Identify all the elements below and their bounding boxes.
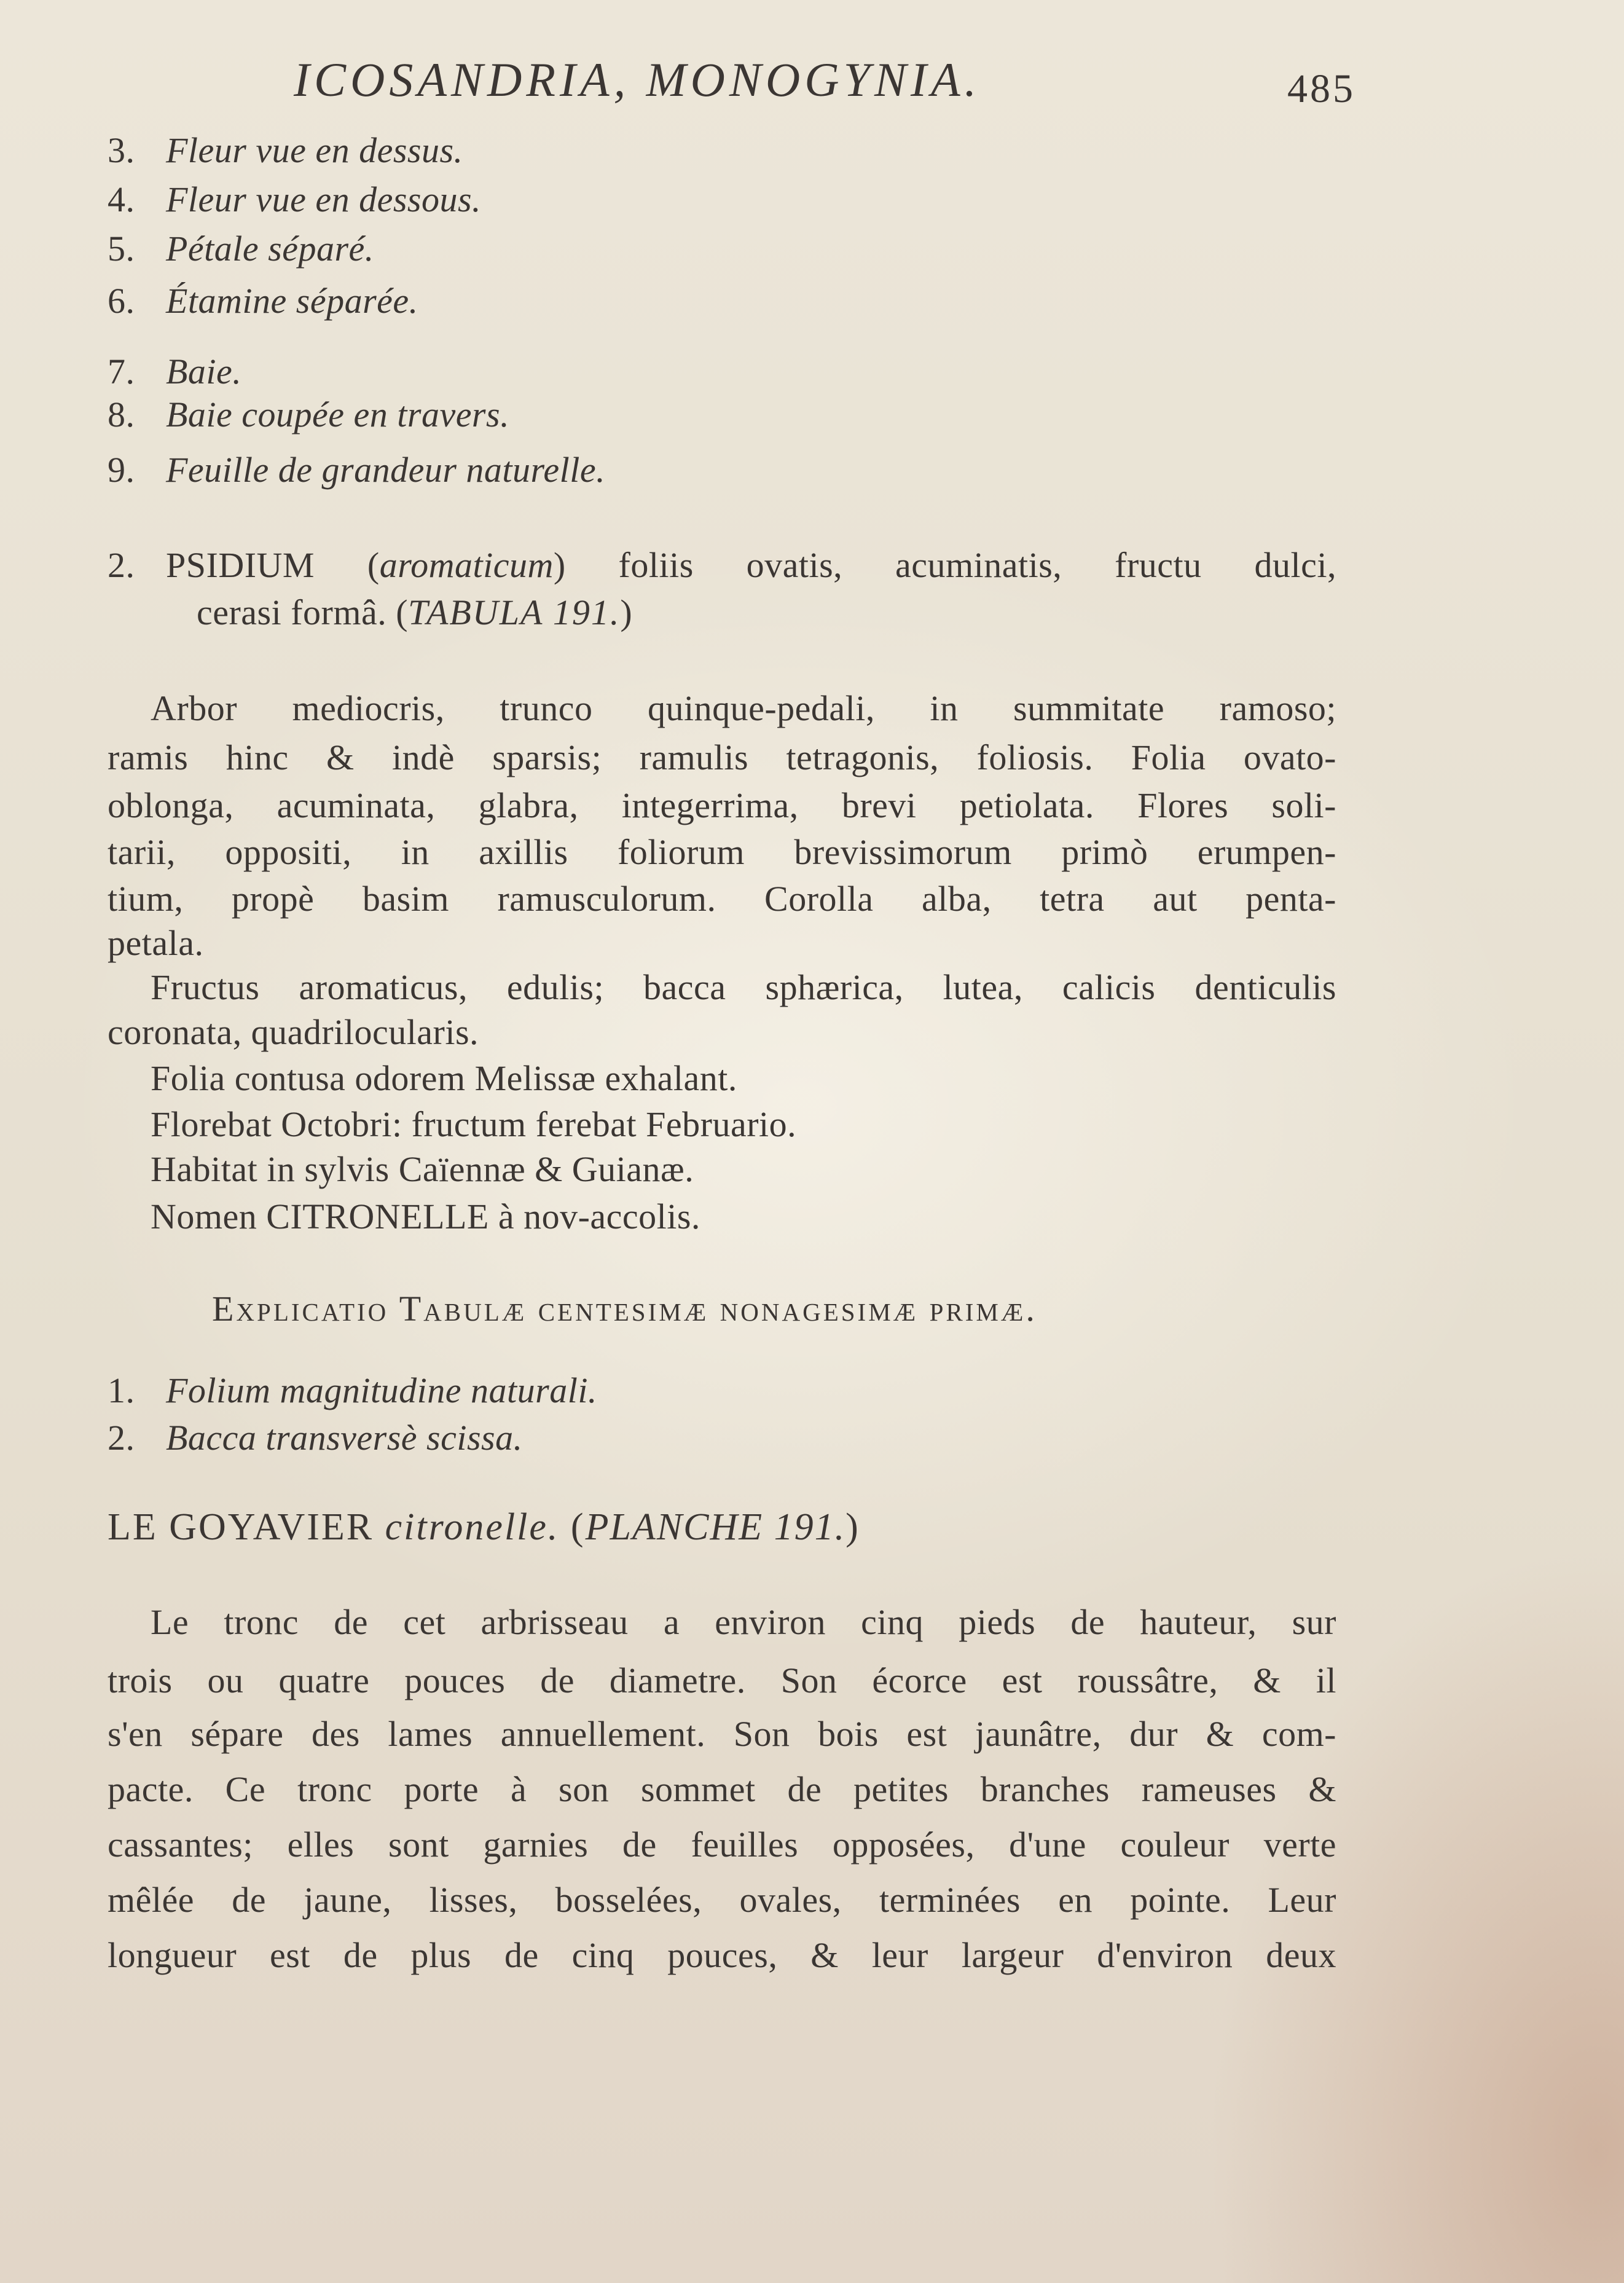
list-item (108, 280, 418, 323)
paragraph-line: Le tronc de cet arbrisseau a environ cinq pieds de hauteur, sur (151, 1602, 1336, 1642)
list-item (108, 393, 509, 436)
plate-reference: PLANCHE 191. (585, 1506, 846, 1548)
item-number: 1. (108, 1370, 135, 1410)
list-item (108, 227, 374, 270)
item-text: Fleur vue en dessus. (166, 130, 463, 170)
paragraph-line: cassantes; elles sont garnies de feuilles opposées, d'une couleur verte (108, 1825, 1336, 1865)
item-number: 4. (108, 179, 135, 219)
paragraph-line: Habitat in sylvis Caïennæ & Guianæ. (151, 1149, 694, 1189)
item-text: Baie. (166, 352, 242, 391)
paragraph-line: pacte. Ce tronc porte à son sommet de petites branches rameuses & (108, 1769, 1336, 1809)
item-number: 9. (108, 450, 135, 490)
genus-name: PSIDIUM (166, 545, 315, 585)
diagnosis-text: foliis ovatis, acuminatis, fructu dulci, (618, 545, 1336, 585)
item-number: 6. (108, 281, 135, 321)
item-number: 2. (108, 1418, 135, 1458)
french-epithet: citronelle. (385, 1506, 560, 1548)
item-number: 5. (108, 229, 135, 269)
paragraph-line: Fructus aromaticus, edulis; bacca sphærica, lutea, calicis denticulis (151, 967, 1336, 1007)
item-text: Pétale séparé. (166, 229, 374, 269)
item-text: Étamine séparée. (166, 281, 418, 321)
paragraph-line: Folia contusa odorem Melissæ exhalant. (151, 1058, 737, 1098)
plate-reference: TABULA 191. (408, 592, 621, 632)
paragraph-line: petala. (108, 923, 204, 963)
item-number: 8. (108, 395, 135, 434)
running-header: ICOSANDRIA, MONOGYNIA. (294, 53, 981, 106)
item-text: Fleur vue en dessous. (166, 179, 482, 219)
paragraph-line: longueur est de plus de cinq pouces, & leur largeur d'environ deux (108, 1935, 1336, 1975)
list-item (108, 1417, 523, 1460)
paragraph-line: Florebat Octobri: fructum ferebat Februario. (151, 1104, 797, 1144)
species-epithet: aromaticum (379, 545, 554, 585)
diagnosis-line: cerasi formâ. (TABULA 191.) (197, 592, 633, 632)
paragraph-line: mêlée de jaune, lisses, bosselées, ovales, terminées en pointe. Leur (108, 1880, 1336, 1920)
french-name: LE GOYAVIER (108, 1506, 374, 1548)
paragraph-line: ramis hinc & indè sparsis; ramulis tetragonis, foliosis. Folia ovato- (108, 737, 1336, 777)
explicatio-heading: Explicatio Tabulæ centesimæ nonagesimæ primæ. (212, 1289, 1037, 1329)
list-item (108, 449, 605, 492)
paragraph-line: coronata, quadrilocularis. (108, 1012, 479, 1052)
item-text: Bacca transversè scissa. (166, 1418, 523, 1458)
list-item (108, 350, 241, 393)
paragraph-line: s'en sépare des lames annuellement. Son bois est jaunâtre, dur & com- (108, 1714, 1336, 1754)
item-text: Feuille de grandeur naturelle. (166, 450, 606, 490)
diagnosis-line: 2. PSIDIUM (aromaticum) foliis ovatis, acuminatis, fructu dulci, (108, 544, 1336, 587)
item-text: Baie coupée en travers. (166, 395, 510, 434)
french-title: LE GOYAVIER citronelle. (PLANCHE 191.) (108, 1506, 860, 1548)
item-text: Folium magnitudine naturali. (166, 1370, 597, 1410)
page-number: 485 (1287, 66, 1355, 111)
list-item (108, 129, 463, 172)
item-number: 3. (108, 130, 135, 170)
paragraph-line: trois ou quatre pouces de diametre. Son écorce est roussâtre, & il (108, 1660, 1336, 1700)
diagnosis-text: cerasi formâ. (197, 592, 387, 632)
species-number: 2. (108, 545, 135, 585)
paragraph-line: Nomen CITRONELLE à nov-accolis. (151, 1197, 700, 1236)
paragraph-line: tium, propè basim ramusculorum. Corolla alba, tetra aut penta- (108, 879, 1336, 919)
paragraph-line: Arbor mediocris, trunco quinque-pedali, in summitate ramoso; (151, 688, 1336, 728)
item-number: 7. (108, 352, 135, 391)
list-item (108, 1369, 597, 1412)
paragraph-line: tarii, oppositi, in axillis foliorum brevissimorum primò erumpen- (108, 832, 1336, 872)
paragraph-line: oblonga, acuminata, glabra, integerrima, brevi petiolata. Flores soli- (108, 785, 1336, 825)
list-item (108, 178, 481, 221)
